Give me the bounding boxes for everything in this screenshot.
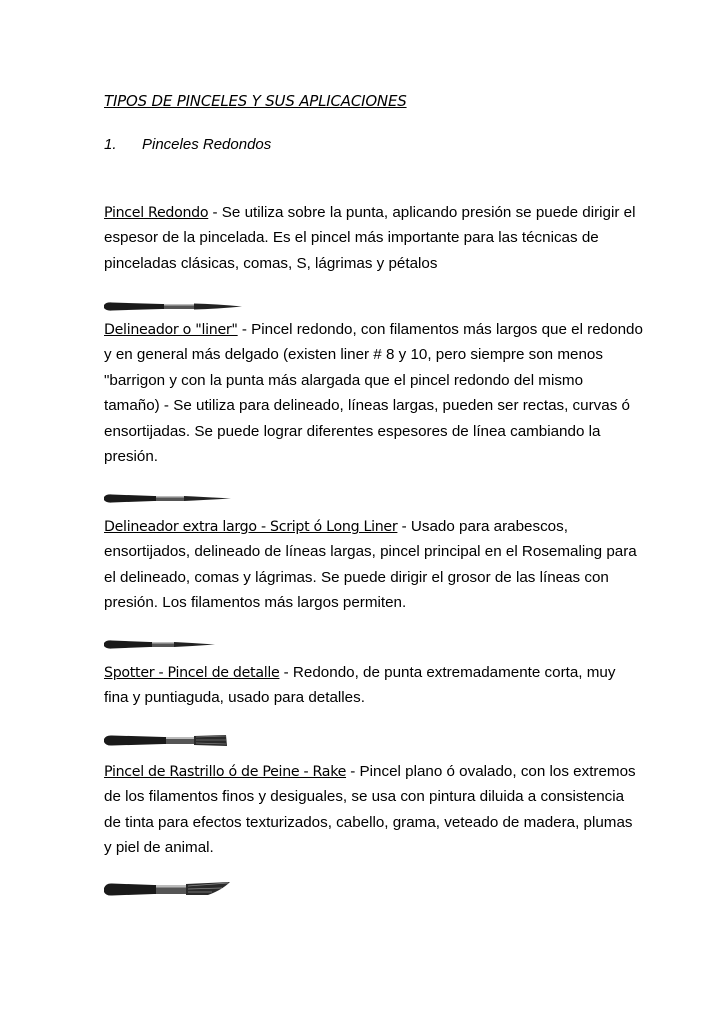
paragraph-liner-brush [104, 317, 643, 469]
paragraph-line: pinceladas clásicas, comas, S, lágrimas y pétalos [104, 254, 438, 272]
paragraph-line: espesor de la pincelada. Es el pincel más importante para las técnicas de [104, 229, 599, 247]
script-liner-brush-icon [104, 638, 216, 652]
term-spotter-brush: Spotter - Pincel de detalle [104, 665, 280, 681]
paragraph-round-brush [104, 200, 634, 276]
liner-brush-icon [104, 492, 232, 506]
paragraph-line: y piel de animal. [104, 839, 214, 857]
section-label: Pinceles Redondos [142, 136, 272, 153]
paragraph-line: - Pincel redondo, con filamentos más largos que el redondo [237, 321, 643, 338]
paragraph-line: - Usado para arabescos, [397, 518, 568, 535]
paragraph-line: y en general más delgado (existen liner # 8 y 10, pero siempre son menos [104, 346, 603, 364]
paragraph-script-liner-brush [104, 514, 637, 616]
rake-brush-icon [104, 880, 232, 900]
section-heading [104, 136, 271, 153]
paragraph-line: de los filamentos finos y desiguales, se usa con pintura diluida a consistencia [104, 788, 625, 806]
section-number: 1. [104, 136, 117, 153]
paragraph-line: presión. Los filamentos más largos permiten. [104, 594, 407, 612]
term-script-liner-brush: Delineador extra largo - Script ó Long Liner [104, 519, 398, 535]
paragraph-spotter-brush [104, 660, 634, 711]
paragraph-line: "barrigon y con la punta más alargada que el pincel redondo del mismo [104, 371, 584, 389]
paragraph-line: de tinta para efectos texturizados, cabello, grama, veteado de madera, plumas [104, 813, 633, 831]
paragraph-line: - Se utiliza sobre la punta, aplicando presión se puede dirigir el [208, 204, 636, 221]
paragraph-line: fina y puntiaguda, usado para detalles. [104, 689, 365, 707]
round-brush-icon [104, 300, 244, 314]
paragraph-line: el delineado, comas y lágrimas. Se puede dirigir el grosor de las líneas con [104, 568, 609, 586]
paragraph-line: tamaño) - Se utiliza para delineado, líneas largas, pueden ser rectas, curvas ó [104, 397, 630, 415]
paragraph-line: - Redondo, de punta extremadamente corta, muy [279, 664, 616, 681]
term-rake-brush: Pincel de Rastrillo ó de Peine - Rake [104, 764, 347, 780]
paragraph-line: ensortijadas. Se puede lograr diferentes espesores de línea cambiando la [104, 422, 601, 440]
term-liner-brush: Delineador o "liner" [104, 322, 238, 338]
spotter-brush-icon [104, 732, 228, 750]
paragraph-line: ensortijados, delineado de líneas largas, pincel principal en el Rosemaling para [104, 543, 637, 561]
paragraph-line: - Pincel plano ó ovalado, con los extremos [346, 763, 636, 780]
term-round-brush: Pincel Redondo [104, 205, 209, 221]
paragraph-rake-brush [104, 759, 634, 861]
paragraph-line: presión. [104, 447, 159, 465]
document-title: TIPOS DE PINCELES Y SUS APLICACIONES [104, 92, 407, 110]
